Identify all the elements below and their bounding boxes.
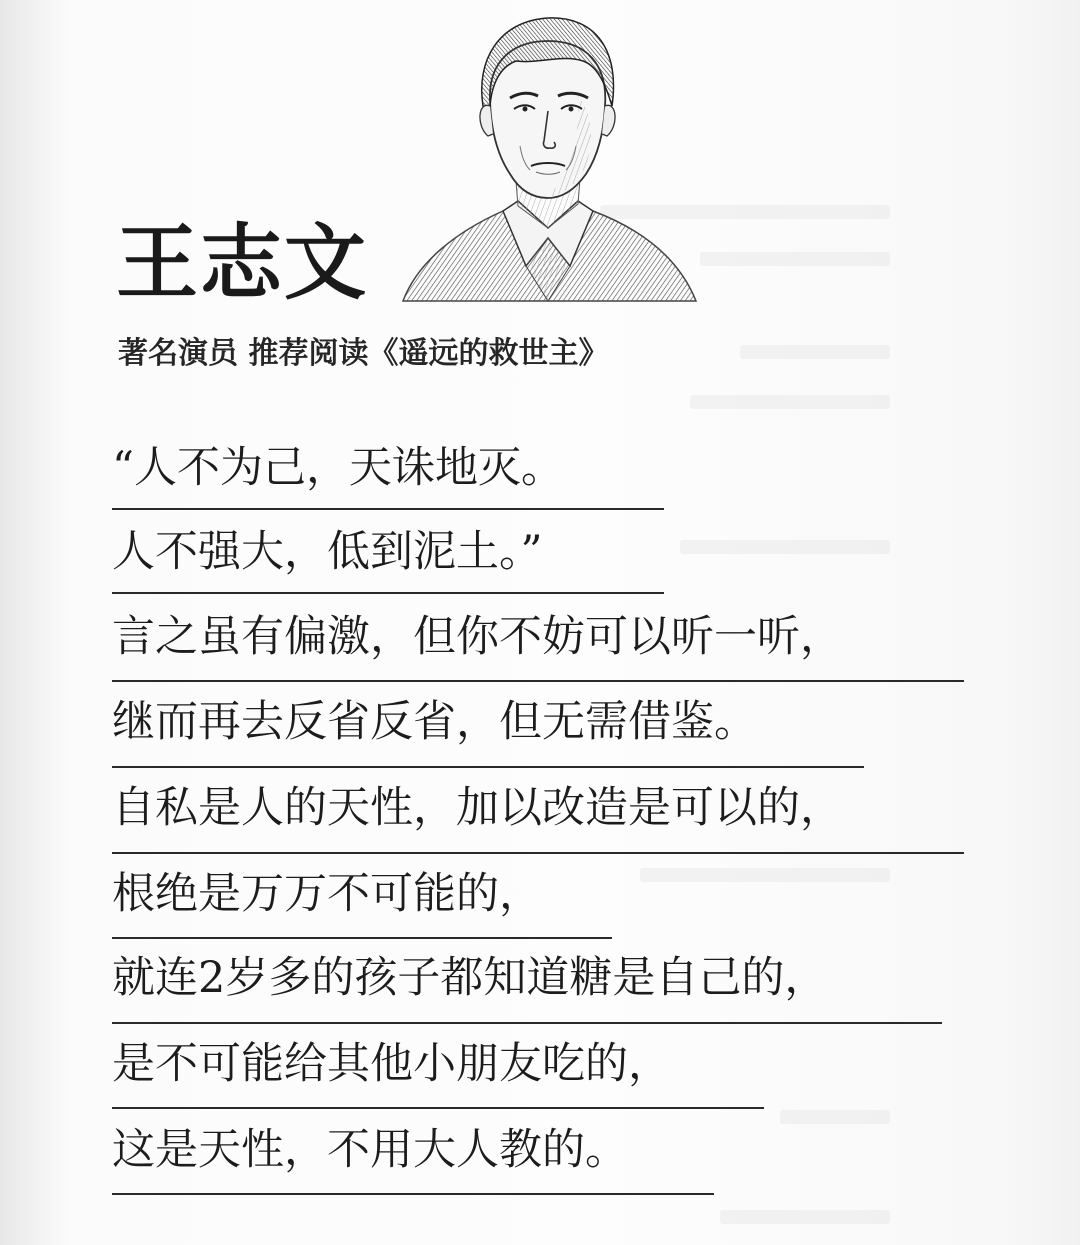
underline-rule xyxy=(112,1022,942,1024)
quote-line: “人不为己，天诛地灭。 xyxy=(112,443,564,493)
quote-line: 根绝是万万不可能的， xyxy=(112,869,542,919)
underline-rule xyxy=(112,1193,714,1195)
underline-rule xyxy=(112,680,964,682)
quote-line: 继而再去反省反省，但无需借鉴。 xyxy=(112,697,757,747)
quote-line: 就连2岁多的孩子都知道糖是自己的， xyxy=(112,953,828,1003)
underline-rule xyxy=(112,1107,764,1109)
show-through-text xyxy=(690,395,890,409)
quote-line: 是不可能给其他小朋友吃的， xyxy=(112,1039,671,1089)
show-through-text xyxy=(680,540,890,554)
portrait-engraving xyxy=(398,6,698,306)
quote-line: 自私是人的天性，加以改造是可以的， xyxy=(112,783,843,833)
quote-line: 这是天性，不用大人教的。 xyxy=(112,1125,628,1175)
show-through-text xyxy=(780,1110,890,1124)
underline-rule xyxy=(112,937,612,939)
quote-line: 人不强大，低到泥土。” xyxy=(112,527,543,577)
underline-rule xyxy=(112,508,664,510)
underline-rule xyxy=(112,592,664,594)
author-name: 王志文 xyxy=(116,216,369,311)
quote-line: 言之虽有偏激，但你不妨可以听一听， xyxy=(112,612,843,662)
show-through-text xyxy=(640,868,890,882)
show-through-text xyxy=(700,252,890,266)
author-subtitle: 著名演员 推荐阅读《遥远的救世主》 xyxy=(118,336,609,371)
show-through-text xyxy=(720,1210,890,1224)
underline-rule xyxy=(112,852,964,854)
underline-rule xyxy=(112,766,864,768)
show-through-text xyxy=(740,345,890,359)
